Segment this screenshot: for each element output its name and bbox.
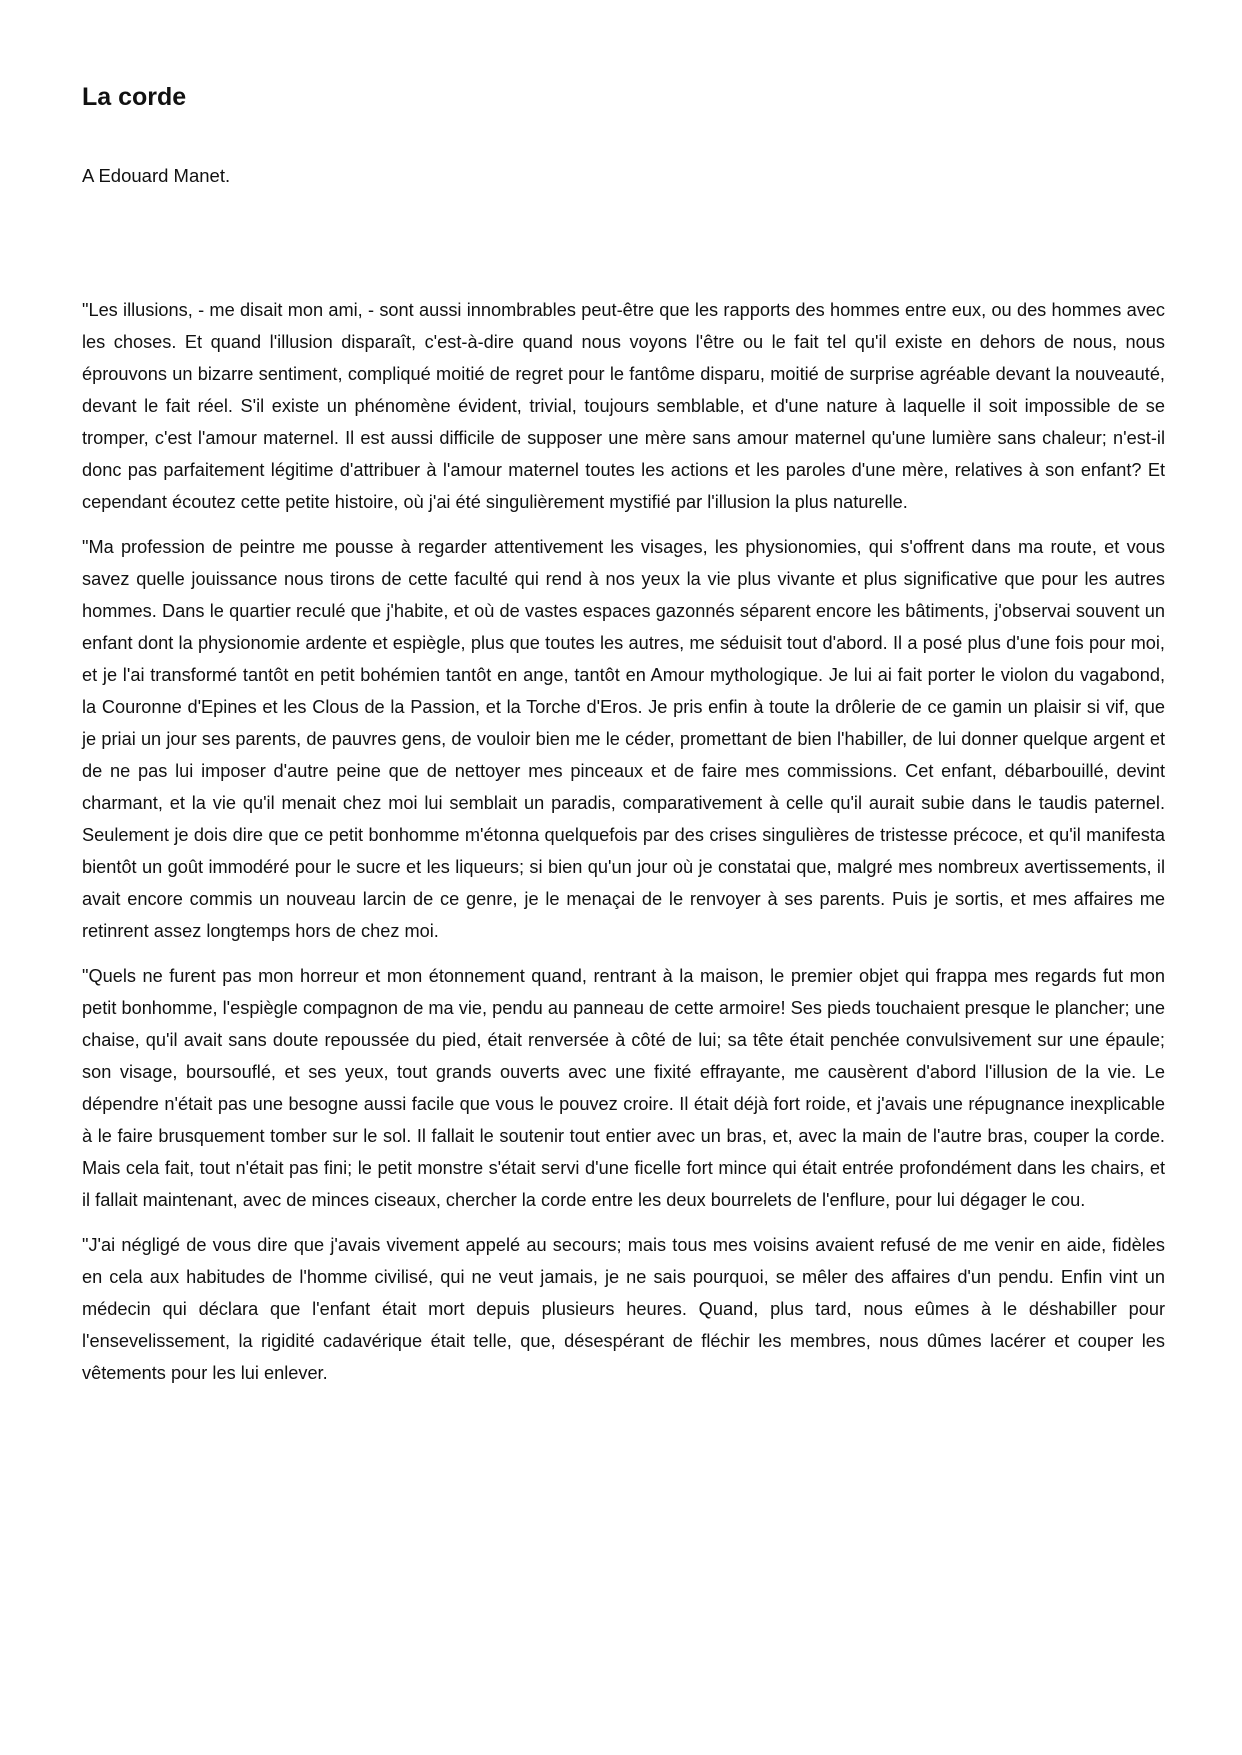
dedication: A Edouard Manet. bbox=[82, 165, 231, 186]
paragraph-2: "Ma profession de peintre me pousse à regarder attentivement les visages, les physionomies, qui s'offrent dans ma route, et vous savez quelle jouissance nous tirons de cette faculté qui rend à nos yeux la vie plus vivante et plus significative que pour les autres hommes. Dans le quartier reculé que j'habite, et où de vastes espaces gazonnés séparent encore les bâtiments, j'observai souvent un enfant dont la physionomie ardente et espiègle, plus que toutes les autres, me séduisit tout d'abord. Il a posé plus d'une fois pour moi, et je l'ai transformé tantôt en petit bohémien tantôt en ange, tantôt en Amour mythologique. Je lui ai fait porter le violon du vagabond, la Couronne d'Epines et les Clous de la Passion, et la Torche d'Eros. Je pris enfin à toute la drôlerie de ce gamin un plaisir si vif, que je priai un jour ses parents, de pauvres gens, de vouloir bien me le céder, promettant de bien l'habiller, de lui donner quelque argent et de ne pas lui imposer d'autre peine que de nettoyer mes pinceaux et de faire mes commissions. Cet enfant, débarbouillé, devint charmant, et la vie qu'il menait chez moi lui semblait un paradis, comparativement à celle qu'il aurait subie dans le taudis paternel. Seulement je dois dire que ce petit bonhomme m'étonna quelquefois par des crises singulières de tristesse précoce, et qu'il manifesta bientôt un goût immodéré pour le sucre et les liqueurs; si bien qu'un jour où je constatai que, malgré mes nombreux avertissements, il avait encore commis un nouveau larcin de ce genre, je le menaçai de le renvoyer à ses parents. Puis je sortis, et mes affaires me retinrent assez longtemps hors de chez moi. bbox=[82, 537, 1165, 941]
paragraph-4: "J'ai négligé de vous dire que j'avais vivement appelé au secours; mais tous mes voisins avaient refusé de me venir en aide, fidèles en cela aux habitudes de l'homme civilisé, qui ne veut jamais, je ne sais pourquoi, se mêler des affaires d'un pendu. Enfin vint un médecin qui déclara que l'enfant était mort depuis plusieurs heures. Quand, plus tard, nous eûmes à le déshabiller pour l'ensevelissement, la rigidité cadavérique était telle, que, désespérant de fléchir les membres, nous dûmes lacérer et couper les vêtements pour les lui enlever. bbox=[82, 1235, 1165, 1383]
body-text bbox=[82, 294, 1165, 1402]
paragraph-3: "Quels ne furent pas mon horreur et mon étonnement quand, rentrant à la maison, le premier objet qui frappa mes regards fut mon petit bonhomme, l'espiègle compagnon de ma vie, pendu au panneau de cette armoire! Ses pieds touchaient presque le plancher; une chaise, qu'il avait sans doute repoussée du pied, était renversée à côté de lui; sa tête était penchée convulsivement sur une épaule; son visage, boursouflé, et ses yeux, tout grands ouverts avec une fixité effrayante, me causèrent d'abord l'illusion de la vie. Le dépendre n'était pas une besogne aussi facile que vous le pouvez croire. Il était déjà fort roide, et j'avais une répugnance inexplicable à le faire brusquement tomber sur le sol. Il fallait le soutenir tout entier avec un bras, et, avec la main de l'autre bras, couper la corde. Mais cela fait, tout n'était pas fini; le petit monstre s'était servi d'une ficelle fort mince qui était entrée profondément dans les chairs, et il fallait maintenant, avec de minces ciseaux, chercher la corde entre les deux bourrelets de l'enflure, pour lui dégager le cou. bbox=[82, 966, 1165, 1210]
paragraph-1: "Les illusions, - me disait mon ami, - sont aussi innombrables peut-être que les rapports des hommes entre eux, ou des hommes avec les choses. Et quand l'illusion disparaît, c'est-à-dire quand nous voyons l'être ou le fait tel qu'il existe en dehors de nous, nous éprouvons un bizarre sentiment, compliqué moitié de regret pour le fantôme disparu, moitié de surprise agréable devant la nouveauté, devant le fait réel. S'il existe un phénomène évident, trivial, toujours semblable, et d'une nature à laquelle il soit impossible de se tromper, c'est l'amour maternel. Il est aussi difficile de supposer une mère sans amour maternel qu'une lumière sans chaleur; n'est-il donc pas parfaitement légitime d'attribuer à l'amour maternel toutes les actions et les paroles d'une mère, relatives à son enfant? Et cependant écoutez cette petite histoire, où j'ai été singulièrement mystifié par l'illusion la plus naturelle. bbox=[82, 300, 1165, 512]
page-title: La corde bbox=[82, 83, 187, 111]
